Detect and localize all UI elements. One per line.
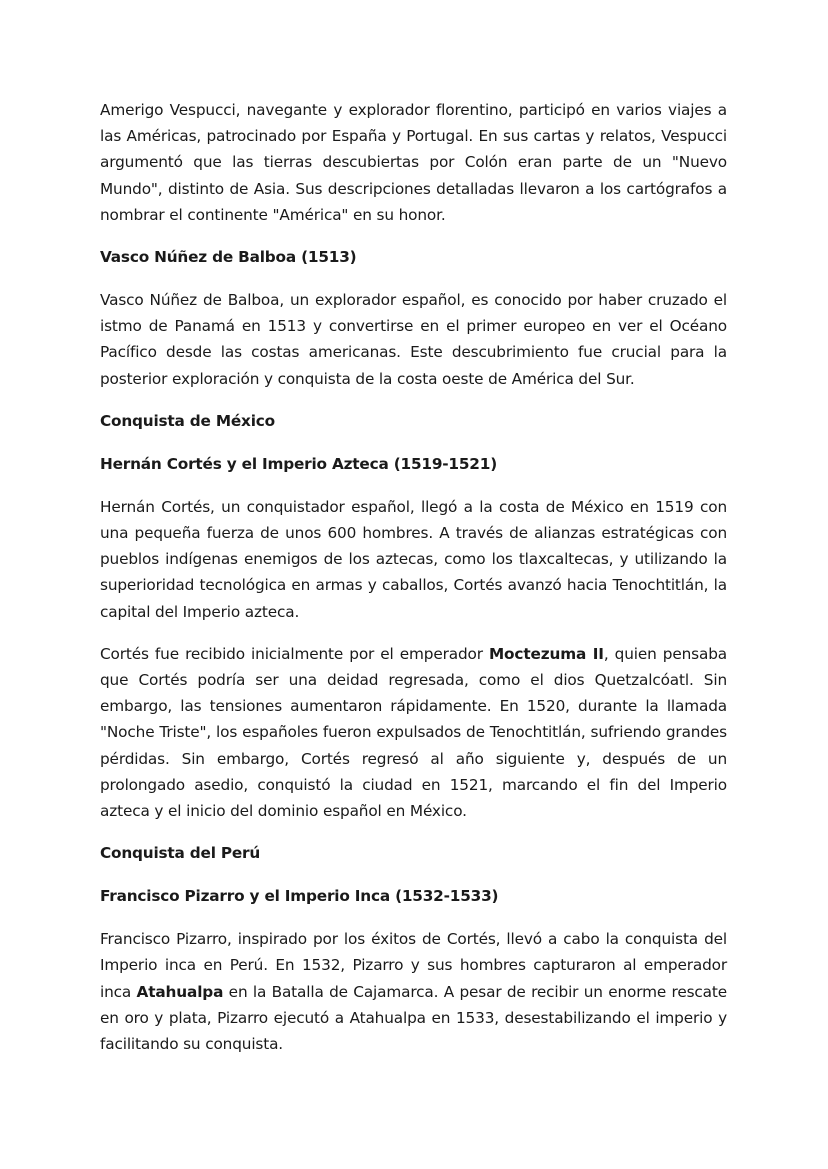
paragraph-cortes-2 (100, 641, 727, 824)
paragraph-pizarro (100, 926, 727, 1057)
paragraph-cortes-2-end: , quien pensaba que Cortés podría ser una deidad regresada, como el dios Quetzalcóatl. Sin embargo, las tensiones aumentaron rápidamente. En 1520, durante la llamada "Noche Triste", los españoles fueron expulsados de Tenochtitlán, sufriendo grandes pérdidas. Sin embargo, Cortés regresó al año siguiente y, después de un prolongado asedio, conquistó la ciudad en 1521, marcando el fin del Imperio azteca y el inicio del dominio español en México. (100, 644, 727, 821)
heading-conquista-peru: Conquista del Perú (100, 844, 261, 863)
paragraph-pizarro-end: en la Batalla de Cajamarca. A pesar de recibir un enorme rescate en oro y plata, Pizarro ejecutó a Atahualpa en 1533, desestabilizando el imperio y facilitando su conquista. (100, 982, 727, 1054)
paragraph-pizarro-start: Francisco Pizarro, inspirado por los éxitos de Cortés, llevó a cabo la conquista del Imperio inca en Perú. En 1532, Pizarro y sus hombres capturaron al emperador inca (100, 930, 727, 1001)
emphasis-moctezuma: Moctezuma II (488, 644, 604, 663)
paragraph-balboa: Vasco Núñez de Balboa, un explorador español, es conocido por haber cruzado el istmo de Panamá en 1513 y convertirse en el primer europeo en ver el Océano Pacífico desde las costas americanas. Este descubrimiento fue crucial para la posterior exploración y conquista de la costa oeste de América del Sur. (100, 291, 727, 388)
heading-cortes: Hernán Cortés y el Imperio Azteca (1519-1521) (100, 454, 497, 473)
heading-pizarro: Francisco Pizarro y el Imperio Inca (1532-1533) (100, 887, 499, 906)
paragraph-cortes-2-start: Cortés fue recibido inicialmente por el emperador (100, 644, 489, 663)
document-page (100, 97, 727, 1073)
emphasis-atahualpa: Atahualpa (136, 982, 224, 1001)
heading-balboa: Vasco Núñez de Balboa (1513) (100, 248, 357, 267)
heading-conquista-mexico: Conquista de México (100, 411, 275, 430)
paragraph-cortes-1: Hernán Cortés, un conquistador español, llegó a la costa de México en 1519 con una pequeña fuerza de unos 600 hombres. A través de alianzas estratégicas con pueblos indígenas enemigos de los aztecas, como los tlaxcaltecas, y utilizando la superioridad tecnológica en armas y caballos, Cortés avanzó hacia Tenochtitlán, la capital del Imperio azteca. (100, 497, 727, 621)
paragraph-vespucci: Amerigo Vespucci, navegante y explorador florentino, participó en varios viajes a las Américas, patrocinado por España y Portugal. En sus cartas y relatos, Vespucci argumentó que las tierras descubiertas por Colón eran parte de un "Nuevo Mundo", distinto de Asia. Sus descripciones detalladas llevaron a los cartógrafos a nombrar el continente "América" en su honor. (100, 101, 727, 224)
